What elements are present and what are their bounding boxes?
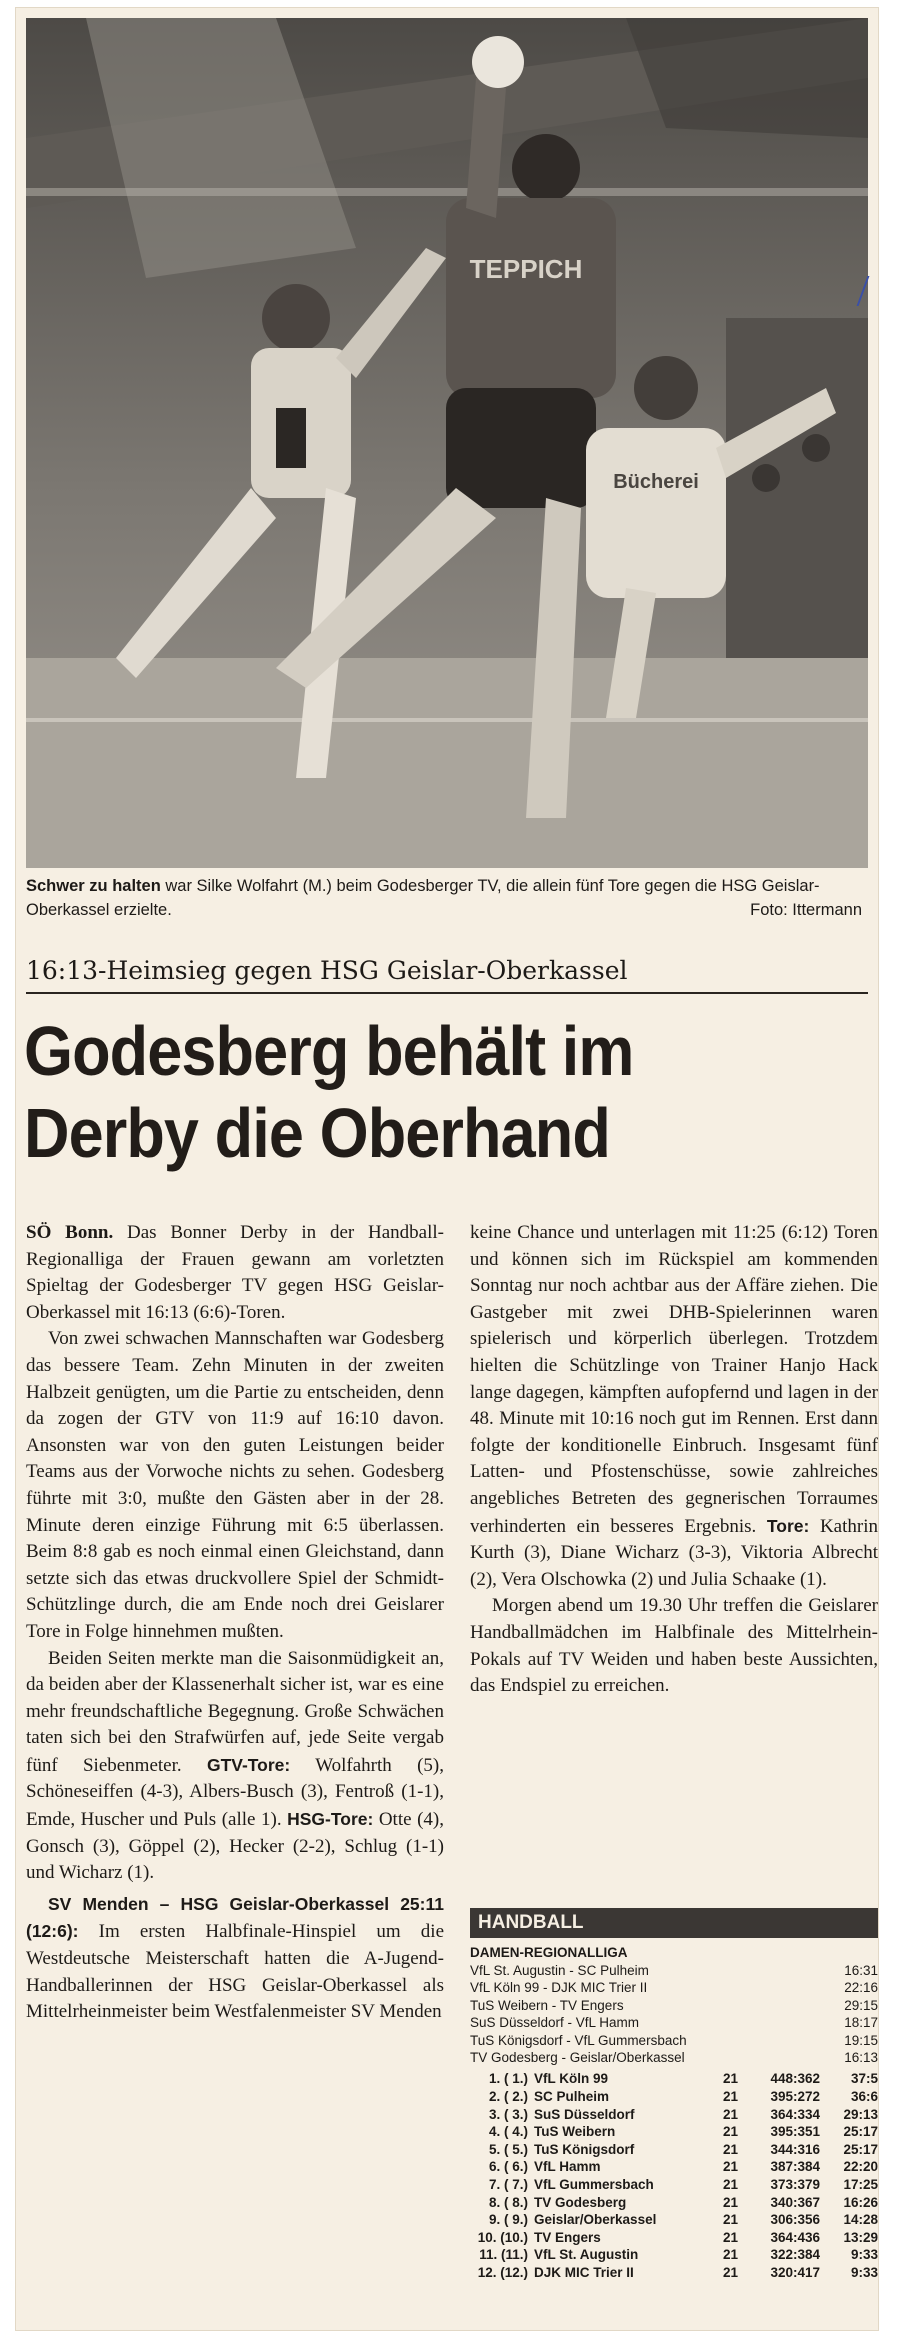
standing-row xyxy=(470,2088,878,2106)
standing-games: 21 xyxy=(722,2089,738,2105)
standing-rank: 6. ( 6.) xyxy=(488,2159,528,2175)
match-pairing: SuS Düsseldorf - VfL Hamm xyxy=(470,2015,640,2031)
caption-bold: Schwer zu halten xyxy=(26,877,161,895)
match-score: 16:31 xyxy=(844,1963,878,1978)
standing-games: 21 xyxy=(722,2212,738,2228)
gtv-scorers: Wolfahrth (5), Schöneseiffen (4-3), Albers-Busch (3), Fentroß (1-1), Emde, Huscher und Puls (alle 1). xyxy=(26,1754,444,1831)
article-paragraph xyxy=(470,1220,878,1593)
standing-team: VfL Köln 99 xyxy=(534,2071,609,2087)
standing-goals: 387:384 xyxy=(770,2159,820,2175)
standing-team: SC Pulheim xyxy=(534,2089,610,2105)
headline-line-2: Derby die Oberhand xyxy=(24,1094,610,1172)
paragraph-text: Beiden Seiten merkte man die Saisonmüdigkeit an, da beiden aber der Klassenerhalt sicher ist, war es eine mehr freundschaftliche Begegnung. Große Schwächen taten sich bei den Strafwürfen auf, jede Seite vergab fünf Siebenmeter. xyxy=(26,1647,444,1776)
match-results xyxy=(470,1962,878,2066)
standing-team: DJK MIC Trier II xyxy=(534,2264,634,2280)
standing-rank: 7. ( 7.) xyxy=(488,2177,528,2192)
standing-row xyxy=(470,2158,878,2176)
svg-text:Bücherei: Bücherei xyxy=(613,471,699,493)
svg-text:TEPPICH: TEPPICH xyxy=(469,254,583,284)
article-paragraph xyxy=(26,1646,444,1887)
article-column-left xyxy=(26,1220,444,2026)
standing-rank: 5. ( 5.) xyxy=(488,2141,528,2157)
standing-games: 21 xyxy=(722,2247,738,2263)
article-paragraph xyxy=(26,1891,444,2026)
standing-games: 21 xyxy=(722,2159,738,2175)
standing-points: 37:5 xyxy=(850,2071,878,2087)
kicker: 16:13-Heimsieg gegen HSG Geislar-Oberkassel xyxy=(26,952,868,994)
standing-points: 25:17 xyxy=(843,2141,878,2157)
match-score: 29:15 xyxy=(844,1997,878,2013)
standing-team: TV Godesberg xyxy=(534,2194,627,2210)
standing-rank: 12. (12.) xyxy=(477,2264,528,2280)
match-row xyxy=(470,2014,878,2031)
standing-team: TuS Weibern xyxy=(534,2124,616,2140)
standing-goals: 373:379 xyxy=(770,2177,820,2192)
standing-rank: 3. ( 3.) xyxy=(488,2106,528,2122)
dateline: SÖ Bonn. xyxy=(26,1222,114,1243)
paragraph-text: Das Bonner Derby in der Handball-Regionalliga der Frauen gewann am vorletzten Spieltag der Godesberger TV gegen HSG Geislar-Oberkassel mit 16:13 (6:6)-Toren. xyxy=(26,1222,445,1323)
standing-rank: 8. ( 8.) xyxy=(488,2194,528,2210)
article-paragraph: Von zwei schwachen Mannschaften war Godesberg das bessere Team. Zehn Minuten in der zweiten Halbzeit genügten, um die Partie zu entscheiden, denn da zogen der GTV von 11:9 auf 16:10 davon. Ansonsten war von den guten Leistungen beider Teams aus der Vorwoche nichts zu sehen. Godesberg führte mit 3:0, mußte den Gästen aber in der 28. Minute deren einzige Führung mit 6:5 überlassen. Beim 8:8 gab es noch einmal einen Gleichstand, dann setzte sich das etwas druckvollere Spiel der Schmidt-Schützlinge durch, die am Ende noch drei Geislarer Tore in Folge hinnehmen mußten. xyxy=(26,1328,444,1642)
standing-rank: 4. ( 4.) xyxy=(488,2124,528,2140)
standing-goals: 448:362 xyxy=(770,2071,820,2087)
standing-team: SuS Düsseldorf xyxy=(534,2106,635,2122)
results-box xyxy=(470,1908,878,2282)
standing-row xyxy=(470,2194,878,2212)
standing-row xyxy=(470,2264,878,2282)
subhead-menden: SV Menden – HSG Geislar-Oberkassel 25:11 (12:6): xyxy=(26,1893,444,1942)
paragraph-text: Im ersten Halbfinale-Hinspiel um die Westdeutsche Meisterschaft hatten die A-Jugend-Handballerinnen der HSG Geislar-Oberkassel als Mittelrheinmeister beim Westfalenmeister SV Menden xyxy=(26,1921,444,2023)
caption-text: war Silke Wolfahrt (M.) beim Godesberger TV, die allein fünf Tore gegen die HSG Geislar-Oberkassel erzielte. xyxy=(26,877,820,919)
standing-row xyxy=(470,2176,878,2194)
standing-points: 36:6 xyxy=(850,2089,878,2105)
standing-goals: 340:367 xyxy=(770,2194,820,2210)
match-row xyxy=(470,1979,878,1996)
standing-points: 25:17 xyxy=(843,2124,878,2140)
standing-rank: 11. (11.) xyxy=(479,2247,528,2263)
standing-points: 16:26 xyxy=(843,2194,878,2210)
standing-team: Geislar/Oberkassel xyxy=(534,2212,657,2228)
handball-jump-shot-photo xyxy=(26,18,868,868)
standing-games: 21 xyxy=(722,2071,738,2087)
paragraph-text: keine Chance und unterlagen mit 11:25 (6:12) Toren und können sich im Rückspiel am kommenden Sonntag nur noch achtbar aus der Affäre ziehen. Die Gastgeber mit zwei DHB-Spielerinnen waren spielerisch und körperlich überlegen. Trotzdem hielten die Schützlinge von Trainer Hanjo Hack lange dagegen, kämpften aufopfernd und lagen in der 48. Minute mit 10:16 noch gut im Rennen. Erst dann folgte der konditionelle Einbruch. Insgesamt fünf Latten- und Pfostenschüsse, sowie zahlreiches angebliches Betreten des gegnerischen Torraumes verhinderten ein besseres Ergebnis. xyxy=(470,1222,878,1537)
standing-goals: 395:272 xyxy=(770,2089,820,2105)
league-name: DAMEN-REGIONALLIGA xyxy=(470,1945,628,1960)
gtv-scorers-label: GTV-Tore: xyxy=(206,1754,291,1775)
standing-rank: 10. (10.) xyxy=(477,2229,528,2245)
standing-row xyxy=(470,2246,878,2264)
standing-team: VfL Hamm xyxy=(534,2159,601,2175)
match-pairing: VfL Köln 99 - DJK MIC Trier II xyxy=(470,1980,648,1996)
match-row xyxy=(470,2049,878,2066)
photo-caption xyxy=(26,874,868,922)
standing-points: 14:28 xyxy=(843,2212,878,2228)
match-pairing: TV Godesberg - Geislar/Oberkassel xyxy=(470,2050,685,2066)
newspaper-clipping xyxy=(16,8,878,2330)
standing-team: VfL St. Augustin xyxy=(534,2247,639,2263)
standing-row xyxy=(470,2229,878,2247)
match-score: 18:17 xyxy=(844,2015,878,2031)
match-score: 19:15 xyxy=(844,2032,878,2048)
standing-games: 21 xyxy=(722,2264,738,2280)
headline xyxy=(24,1010,789,1174)
standing-games: 21 xyxy=(722,2177,738,2192)
match-score: 16:13 xyxy=(844,2050,878,2066)
match-score: 22:16 xyxy=(844,1980,878,1996)
scorers: Kathrin Kurth (3), Diane Wicharz (3-3), Viktoria Albrecht (2), Vera Olschowka (2) und Julia Schaake (1). xyxy=(470,1515,878,1590)
standing-team: TV Engers xyxy=(534,2229,601,2245)
standing-games: 21 xyxy=(722,2141,738,2157)
headline-line-1: Godesberg behält im xyxy=(24,1012,634,1090)
standing-points: 29:13 xyxy=(843,2106,878,2122)
match-row xyxy=(470,2032,878,2049)
standing-points: 9:33 xyxy=(850,2247,878,2263)
standing-points: 13:29 xyxy=(843,2229,878,2245)
scorers-label: Tore: xyxy=(766,1515,810,1536)
standing-team: VfL Gummersbach xyxy=(534,2177,654,2192)
standing-row xyxy=(470,2211,878,2229)
standing-row xyxy=(470,2070,878,2088)
standing-goals: 364:334 xyxy=(770,2106,820,2122)
standing-games: 21 xyxy=(722,2106,738,2122)
article-column-right xyxy=(470,1220,878,1700)
standing-row xyxy=(470,2123,878,2141)
standing-points: 17:25 xyxy=(843,2177,878,2192)
standing-team: TuS Königsdorf xyxy=(534,2141,635,2157)
standing-games: 21 xyxy=(722,2229,738,2245)
standing-points: 9:33 xyxy=(850,2264,878,2280)
standing-games: 21 xyxy=(722,2194,738,2210)
standing-goals: 322:384 xyxy=(770,2247,820,2263)
match-pairing: VfL St. Augustin - SC Pulheim xyxy=(470,1963,649,1978)
photo-credit: Foto: Ittermann xyxy=(750,901,862,919)
match-pairing: TuS Königsdorf - VfL Gummersbach xyxy=(470,2032,687,2048)
standing-goals: 395:351 xyxy=(770,2124,820,2140)
hsg-scorers-label: HSG-Tore: xyxy=(287,1809,374,1830)
results-box-title: HANDBALL xyxy=(470,1908,878,1938)
standings-table xyxy=(470,2070,878,2281)
match-row xyxy=(470,1997,878,2014)
standing-rank: 1. ( 1.) xyxy=(488,2071,528,2087)
standing-row xyxy=(470,2141,878,2159)
standing-goals: 364:436 xyxy=(770,2229,820,2245)
article-paragraph xyxy=(26,1220,444,1326)
article-paragraph: Morgen abend um 19.30 Uhr treffen die Geislarer Handballmädchen im Halbfinale des Mittelrhein-Pokals auf TV Weiden und haben beste Aussichten, das Endspiel zu erreichen. xyxy=(470,1595,878,1697)
standing-goals: 306:356 xyxy=(770,2212,820,2228)
standing-games: 21 xyxy=(722,2124,738,2140)
standing-row xyxy=(470,2106,878,2124)
standing-rank: 9. ( 9.) xyxy=(488,2212,528,2228)
standing-goals: 344:316 xyxy=(770,2141,820,2157)
photo-illustration xyxy=(26,18,868,868)
match-row xyxy=(470,1962,878,1979)
standing-points: 22:20 xyxy=(843,2159,878,2175)
match-pairing: TuS Weibern - TV Engers xyxy=(470,1997,624,2013)
hsg-scorers: Otte (4), Gonsch (3), Göppel (2), Hecker (2-2), Schlug (1-1) und Wicharz (1). xyxy=(26,1809,444,1884)
standing-goals: 320:417 xyxy=(770,2264,820,2280)
standing-rank: 2. ( 2.) xyxy=(488,2089,528,2105)
